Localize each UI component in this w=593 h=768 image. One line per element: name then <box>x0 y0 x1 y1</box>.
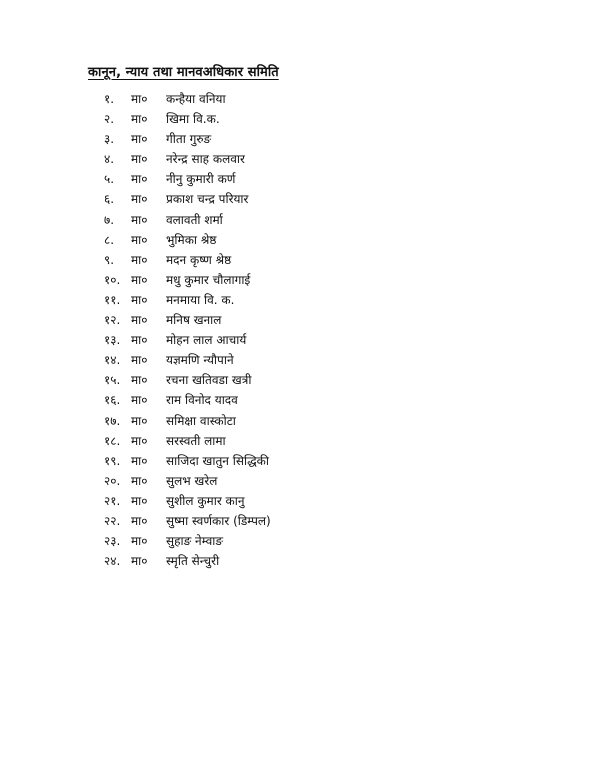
list-item <box>0 411 593 431</box>
committee-heading: कानून, न्याय तथा मानवअधिकार समिति <box>88 65 279 80</box>
member-name: मनिष खनाल <box>166 313 222 328</box>
member-number: १२. <box>104 313 121 328</box>
member-honorific: मा० <box>131 433 148 448</box>
member-name: भुमिका श्रेष्ठ <box>166 232 217 247</box>
list-item <box>0 310 593 330</box>
list-item <box>0 491 593 511</box>
member-name: सुहाङ नेम्वाङ <box>166 534 224 549</box>
member-honorific: मा० <box>131 413 148 428</box>
member-honorific: मा० <box>131 292 148 307</box>
member-number: १७. <box>104 413 121 428</box>
member-honorific: मा० <box>131 534 148 549</box>
list-item <box>0 551 593 571</box>
member-number: ४. <box>104 152 115 167</box>
list-item <box>0 290 593 310</box>
member-name: नीनु कुमारी कर्ण <box>166 172 236 187</box>
list-item <box>0 189 593 209</box>
list-item <box>0 471 593 491</box>
member-honorific: मा० <box>131 473 148 488</box>
member-number: २०. <box>104 473 121 488</box>
member-number: ७. <box>104 212 115 227</box>
member-number: २४. <box>104 554 121 569</box>
list-item <box>0 169 593 189</box>
list-item <box>0 230 593 250</box>
member-number: १९. <box>104 453 121 468</box>
member-name: समिक्षा वास्कोटा <box>166 413 236 428</box>
member-number: १४. <box>104 353 121 368</box>
member-honorific: मा० <box>131 333 148 348</box>
member-list <box>0 89 593 571</box>
member-name: नरेन्द्र साह कलवार <box>166 152 245 167</box>
member-name: सुष्मा स्वर्णकार (डिम्पल) <box>166 513 271 528</box>
list-item <box>0 250 593 270</box>
member-honorific: मा० <box>131 132 148 147</box>
member-honorific: मा० <box>131 112 148 127</box>
list-item <box>0 451 593 471</box>
member-number: १६. <box>104 393 121 408</box>
member-honorific: मा० <box>131 232 148 247</box>
member-number: ५. <box>104 172 115 187</box>
member-honorific: मा० <box>131 172 148 187</box>
member-name: रचना खतिवडा खत्री <box>166 373 252 388</box>
list-item <box>0 350 593 370</box>
member-honorific: मा० <box>131 373 148 388</box>
list-item <box>0 390 593 410</box>
member-number: ८. <box>104 232 115 247</box>
member-number: ११. <box>104 292 121 307</box>
member-number: २३. <box>104 534 121 549</box>
member-number: २१. <box>104 493 121 508</box>
member-number: १. <box>104 92 115 106</box>
member-number: ६. <box>104 192 115 207</box>
list-item <box>0 511 593 531</box>
member-honorific: मा० <box>131 152 148 167</box>
member-name: कन्हैया वनिया <box>166 92 226 106</box>
member-number: २. <box>104 112 115 127</box>
member-honorific: मा० <box>131 554 148 569</box>
member-honorific: मा० <box>131 493 148 508</box>
member-name: साजिदा खातुन सिद्धिकी <box>166 453 270 468</box>
member-name: खिमा वि.क. <box>166 112 220 127</box>
member-number: १८. <box>104 433 121 448</box>
list-item <box>0 431 593 451</box>
member-number: १०. <box>104 272 121 287</box>
member-name: मधु कुमार चौलागाई <box>166 272 251 287</box>
member-honorific: मा० <box>131 212 148 227</box>
member-honorific: मा० <box>131 92 148 106</box>
member-honorific: मा० <box>131 353 148 368</box>
member-honorific: मा० <box>131 272 148 287</box>
list-item <box>0 370 593 390</box>
member-honorific: मा० <box>131 393 148 408</box>
member-name: मोहन लाल आचार्य <box>166 333 247 348</box>
list-item <box>0 109 593 129</box>
member-name: वलावती शर्मा <box>166 212 223 227</box>
list-item <box>0 89 593 109</box>
list-item <box>0 149 593 169</box>
list-item <box>0 330 593 350</box>
member-name: यज्ञमणि न्यौपाने <box>166 353 234 368</box>
member-honorific: मा० <box>131 453 148 468</box>
member-number: ९. <box>104 252 115 267</box>
member-number: २२. <box>104 513 121 528</box>
member-honorific: मा० <box>131 192 148 207</box>
member-number: १५. <box>104 373 121 388</box>
member-number: ३. <box>104 132 115 147</box>
member-name: सरस्वती लामा <box>166 433 226 448</box>
list-item <box>0 270 593 290</box>
member-name: सुलभ खरेल <box>166 473 218 488</box>
member-name: सुशील कुमार कानु <box>166 493 245 508</box>
member-name: मनमाया वि. क. <box>166 292 235 307</box>
member-honorific: मा० <box>131 513 148 528</box>
list-item <box>0 129 593 149</box>
member-name: गीता गुरुङ <box>166 132 212 147</box>
member-name: मदन कृष्ण श्रेष्ठ <box>166 252 232 267</box>
member-honorific: मा० <box>131 252 148 267</box>
list-item <box>0 210 593 230</box>
member-number: १३. <box>104 333 121 348</box>
list-item <box>0 531 593 551</box>
member-name: प्रकाश चन्द्र परियार <box>166 192 249 207</box>
member-name: स्मृति सेन्चुरी <box>166 554 220 569</box>
member-name: राम विनोद यादव <box>166 393 238 408</box>
member-honorific: मा० <box>131 313 148 328</box>
